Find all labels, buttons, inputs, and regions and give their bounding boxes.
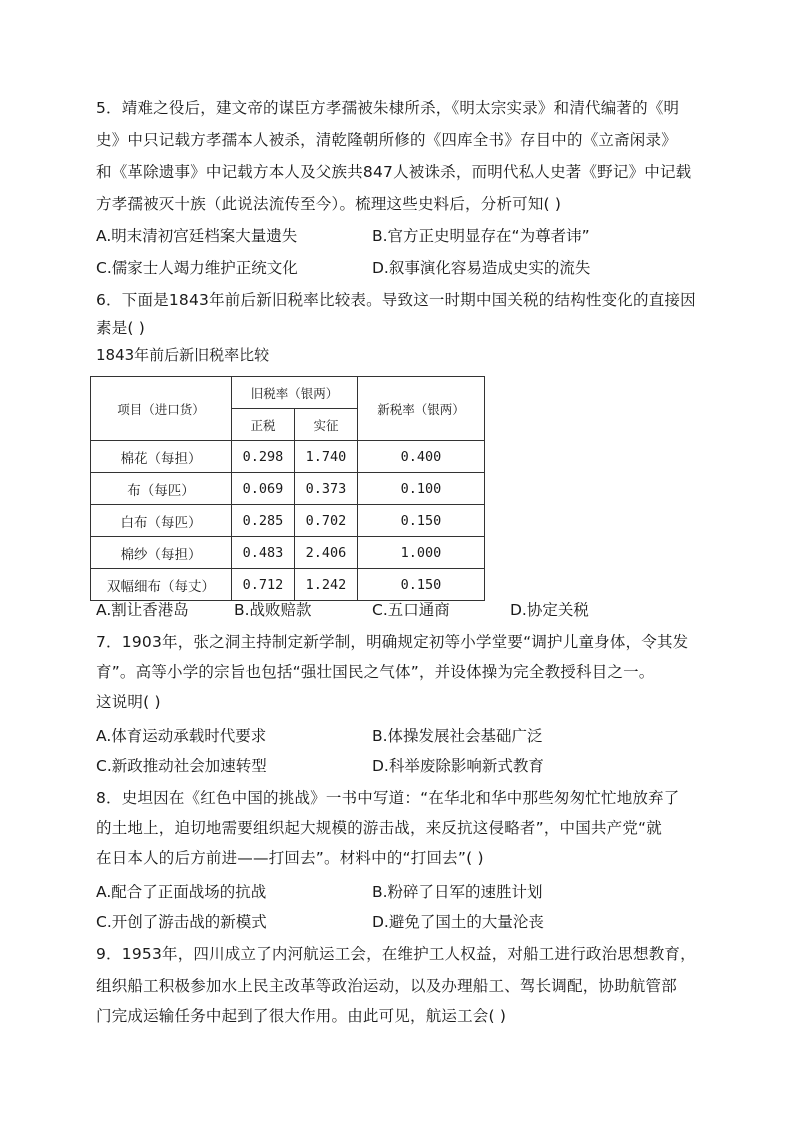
- q8-option-c[interactable]: C.开创了游击战的新模式: [96, 913, 267, 931]
- cell-new: 1.000: [358, 537, 485, 569]
- q5-line-2: 史》中只记载方孝孺本人被杀，清乾隆朝所修的《四库全书》存目中的《立斋闲录》: [96, 131, 677, 149]
- q8-line-3: 在日本人的后方前进——打回去”。材料中的“打回去”( ): [96, 849, 484, 867]
- cell-zheng: 0.712: [232, 569, 295, 601]
- col-header-zheng: 正税: [232, 409, 295, 441]
- cell-new: 0.150: [358, 569, 485, 601]
- q8-line-1: 8．史坦因在《红色中国的挑战》一书中写道：“在华北和华中那些匆匆忙忙地放弃了: [96, 789, 680, 807]
- q7-option-a[interactable]: A.体育运动承载时代要求: [96, 727, 267, 745]
- q7-line-1: 7．1903年，张之洞主持制定新学制，明确规定初等小学堂要“调护儿童身体，令其发: [96, 633, 689, 651]
- table-caption: 1843年前后新旧税率比较: [96, 346, 270, 364]
- q6-line-2: 素是( ): [96, 319, 146, 337]
- cell-shi: 0.373: [295, 473, 358, 505]
- q5-line-3: 和《革除遗事》中记载方本人及父族共847人被诛杀，而明代私人史著《野记》中记载: [96, 163, 692, 181]
- cell-item: 棉纱（每担）: [91, 537, 232, 569]
- cell-item: 棉花（每担）: [91, 441, 232, 473]
- cell-zheng: 0.483: [232, 537, 295, 569]
- q6-line-1: 6．下面是1843年前后新旧税率比较表。导致这一时期中国关税的结构性变化的直接因: [96, 291, 696, 309]
- q6-option-c[interactable]: C.五口通商: [372, 601, 450, 619]
- cell-item: 双幅细布（每丈）: [91, 569, 232, 601]
- cell-shi: 2.406: [295, 537, 358, 569]
- cell-zheng: 0.069: [232, 473, 295, 505]
- col-header-item: 项目（进口货）: [91, 377, 232, 441]
- q7-line-2: 育”。高等小学的宗旨也包括“强壮国民之气体”，并设体操为完全教授科目之一。: [96, 663, 655, 681]
- q9-line-1: 9．1953年，四川成立了内河航运工会，在维护工人权益，对船工进行政治思想教育，: [96, 945, 696, 963]
- q5-option-d[interactable]: D.叙事演化容易造成史实的流失: [372, 259, 591, 277]
- q8-option-b[interactable]: B.粉碎了日军的速胜计划: [372, 883, 543, 901]
- cell-item: 白布（每匹）: [91, 505, 232, 537]
- q8-option-a[interactable]: A.配合了正面战场的抗战: [96, 883, 267, 901]
- q7-option-d[interactable]: D.科举废除影响新式教育: [372, 757, 544, 775]
- q5-line-1: 5．靖难之役后，建文帝的谋臣方孝孺被朱棣所杀，《明太宗实录》和清代编著的《明: [96, 99, 680, 117]
- tax-rate-table: [90, 376, 485, 601]
- q5-line-4: 方孝孺被灭十族（此说法流传至今）。梳理这些史料后，分析可知( ): [96, 195, 562, 213]
- q8-option-d[interactable]: D.避免了国土的大量沦丧: [372, 913, 544, 931]
- cell-new: 0.400: [358, 441, 485, 473]
- q5-option-b[interactable]: B.官方正史明显存在“为尊者讳”: [372, 227, 590, 245]
- q9-line-2: 组织船工积极参加水上民主改革等政治运动，以及办理船工、驾长调配，协助航管部: [96, 977, 677, 995]
- cell-shi: 1.242: [295, 569, 358, 601]
- table-row: [91, 537, 485, 569]
- col-header-old-rate: 旧税率（银两）: [232, 377, 358, 409]
- cell-zheng: 0.285: [232, 505, 295, 537]
- cell-zheng: 0.298: [232, 441, 295, 473]
- q6-option-b[interactable]: B.战败赔款: [234, 601, 312, 619]
- cell-new: 0.150: [358, 505, 485, 537]
- q5-option-a[interactable]: A.明末清初宫廷档案大量遗失: [96, 227, 298, 245]
- table-row: [91, 569, 485, 601]
- cell-item: 布（每匹）: [91, 473, 232, 505]
- q9-line-3: 门完成运输任务中起到了很大作用。由此可见，航运工会( ): [96, 1007, 507, 1025]
- table-row: [91, 441, 485, 473]
- cell-shi: 1.740: [295, 441, 358, 473]
- cell-shi: 0.702: [295, 505, 358, 537]
- table-row: [91, 473, 485, 505]
- q8-line-2: 的土地上，迫切地需要组织起大规模的游击战，来反抗这侵略者”，中国共产党“就: [96, 819, 662, 837]
- q6-option-a[interactable]: A.割让香港岛: [96, 601, 189, 619]
- q6-option-d[interactable]: D.协定关税: [510, 601, 589, 619]
- q7-option-b[interactable]: B.体操发展社会基础广泛: [372, 727, 543, 745]
- q7-option-c[interactable]: C.新政推动社会加速转型: [96, 757, 267, 775]
- q5-option-c[interactable]: C.儒家士人竭力维护正统文化: [96, 259, 298, 277]
- col-header-shi: 实征: [295, 409, 358, 441]
- cell-new: 0.100: [358, 473, 485, 505]
- col-header-new-rate: 新税率（银两）: [358, 377, 485, 441]
- q7-line-3: 这说明( ): [96, 693, 161, 711]
- table-row: [91, 505, 485, 537]
